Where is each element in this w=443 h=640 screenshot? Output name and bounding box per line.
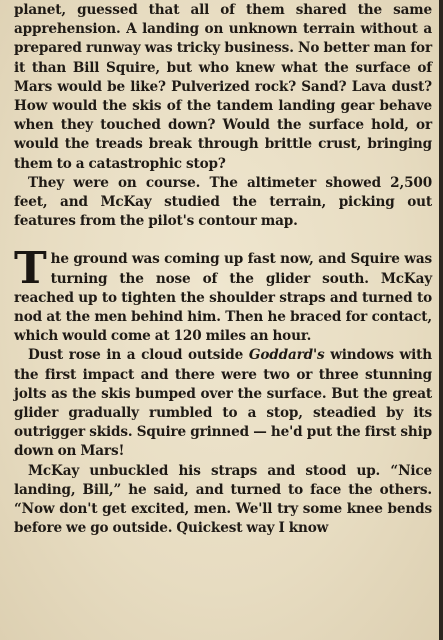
paragraph-landing-apprehension: planet, guessed that all of them shared the same apprehension. A landing on unknown terrain without a prepared runway was tricky business. No better man for it than Bill Squire, but who knew what the surface of Mars would be like? Pulverized rock? Sand? Lava dust? How would the skis of the tandem landing gear behave when they touched down? Would the surface hold, or would the treads break through brittle crust, bringing them to a catastrophic stop?: [14, 2, 432, 172]
paragraph-ground-approach: [14, 243, 432, 346]
paragraph-dust-impact: [14, 346, 432, 461]
paragraph-ground-approach-text: he ground was coming up fast now, and Squire was turning the nose of the glider south. McKay reached up to tighten the shoulder straps and turned to nod at the men behind him. Then he braced for contact, which would come at 120 miles an hour.: [14, 251, 432, 345]
paragraph-dust-impact-rest: windows with the first impact and there were two or three stunning jolts as the skis bumped over the surface. But the great glider gradually rumbled to a stop, steadied by its outrigger skids. Squire grinned — he'd put the first ship down on Mars!: [14, 347, 432, 460]
paragraph-on-course: They were on course. The altimeter showed 2,500 feet, and McKay studied the terrain, picking out features from the pilot's contour map.: [14, 174, 432, 230]
article-body: [14, 1, 432, 538]
drop-cap: T: [14, 243, 47, 295]
ship-name: Goddard's: [248, 347, 325, 364]
paragraph-dust-impact-start: Dust rose in a cloud outside: [28, 347, 249, 364]
paragraph-unbuckle: McKay unbuckled his straps and stood up. “Nice landing, Bill,” he said, and turned to face the others. “Now don't get excited, men. We'll try some knee bends before we go outside. Quickest way I know: [14, 462, 432, 537]
section-break: [14, 231, 432, 250]
